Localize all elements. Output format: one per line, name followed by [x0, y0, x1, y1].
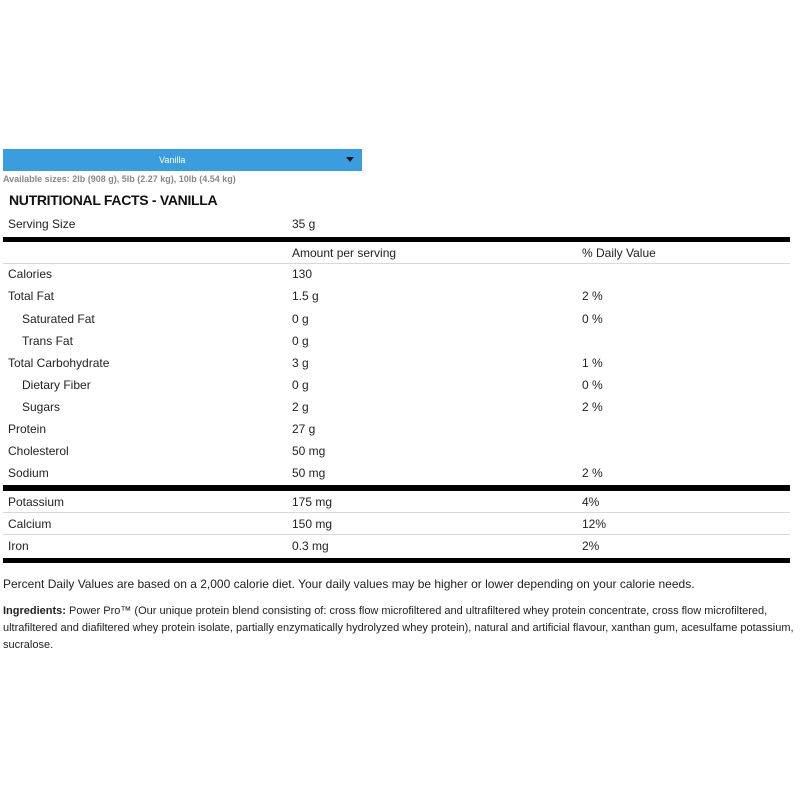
nutrient-name: Cholesterol	[8, 444, 69, 458]
nutrient-amount: 130	[292, 267, 313, 281]
nutrient-daily: 0 %	[582, 312, 603, 326]
available-sizes: Available sizes: 2lb (908 g), 5lb (2.27 kg), 10lb (4.54 kg)	[3, 174, 236, 184]
nutrient-amount: 1.5 g	[292, 289, 319, 303]
nutrient-name: Calories	[8, 267, 53, 281]
table-row	[0, 396, 800, 418]
nutrient-amount: 27 g	[292, 422, 316, 436]
mineral-name: Calcium	[8, 517, 52, 531]
nutrient-daily: 0 %	[582, 378, 603, 392]
table-row	[0, 418, 800, 440]
mineral-name: Iron	[8, 539, 29, 553]
nutrient-name: Total Fat	[8, 289, 55, 303]
nutrient-amount: 2 g	[292, 400, 309, 414]
nutrient-daily: 2 %	[582, 400, 603, 414]
table-row	[0, 462, 800, 484]
table-row	[0, 513, 800, 535]
serving-size-value: 35 g	[292, 217, 316, 231]
nutrient-name: Sugars	[22, 400, 61, 414]
nutrient-amount: 0 g	[292, 312, 309, 326]
nutrient-amount: 3 g	[292, 356, 309, 370]
mineral-daily: 2%	[582, 539, 600, 553]
mineral-amount: 0.3 mg	[292, 539, 329, 553]
daily-value-header: % Daily Value	[582, 246, 656, 260]
table-row	[0, 308, 800, 330]
table-row	[0, 491, 800, 513]
facts-title: NUTRITIONAL FACTS - VANILLA	[9, 192, 218, 208]
nutrient-name: Saturated Fat	[22, 312, 95, 326]
ingredients-list: Power Pro™ (Our unique protein blend consisting of: cross flow microfiltered and ultrafiltered whey protein concentrate, cross flow microfiltered, ultrafiltered and diafiltered whey protein isolate, partially enzymatically hydrolyzed whey protein), natural and artificial flavour, xanthan gum, acesulfame potassium, sucralose.	[3, 605, 794, 651]
ingredients-text	[3, 603, 800, 654]
amount-header: Amount per serving	[292, 246, 397, 260]
mineral-daily: 12%	[582, 517, 607, 531]
nutrient-daily: 1 %	[582, 356, 603, 370]
nutrient-name: Trans Fat	[22, 334, 73, 348]
nutrient-daily: 2 %	[582, 466, 603, 480]
nutrient-amount: 0 g	[292, 334, 309, 348]
serving-size-row	[0, 213, 800, 235]
flavor-select[interactable]	[3, 149, 362, 171]
daily-value-note: Percent Daily Values are based on a 2,000 calorie diet. Your daily values may be higher or lower depending on your calorie needs.	[3, 577, 695, 591]
table-row	[0, 330, 800, 352]
table-row	[0, 285, 800, 307]
nutrient-name: Protein	[8, 422, 47, 436]
mineral-amount: 150 mg	[292, 517, 333, 531]
serving-size-label: Serving Size	[8, 217, 76, 231]
flavor-select-value: Vanilla	[159, 155, 186, 165]
mineral-amount: 175 mg	[292, 495, 333, 509]
table-row	[0, 535, 800, 557]
table-row	[0, 352, 800, 374]
chevron-down-icon	[346, 157, 354, 162]
nutrient-amount: 0 g	[292, 378, 309, 392]
ingredients-label: Ingredients:	[3, 605, 66, 617]
column-header-row	[0, 242, 800, 264]
mineral-daily: 4%	[582, 495, 600, 509]
nutrient-name: Dietary Fiber	[22, 378, 91, 392]
table-row	[0, 440, 800, 462]
nutrient-name: Total Carbohydrate	[8, 356, 110, 370]
nutrient-name: Sodium	[8, 466, 49, 480]
nutrient-amount: 50 mg	[292, 466, 326, 480]
nutrient-amount: 50 mg	[292, 444, 326, 458]
table-row	[0, 263, 800, 285]
mineral-name: Potassium	[8, 495, 65, 509]
table-row	[0, 374, 800, 396]
nutrient-daily: 2 %	[582, 289, 603, 303]
divider-thick	[3, 558, 790, 563]
